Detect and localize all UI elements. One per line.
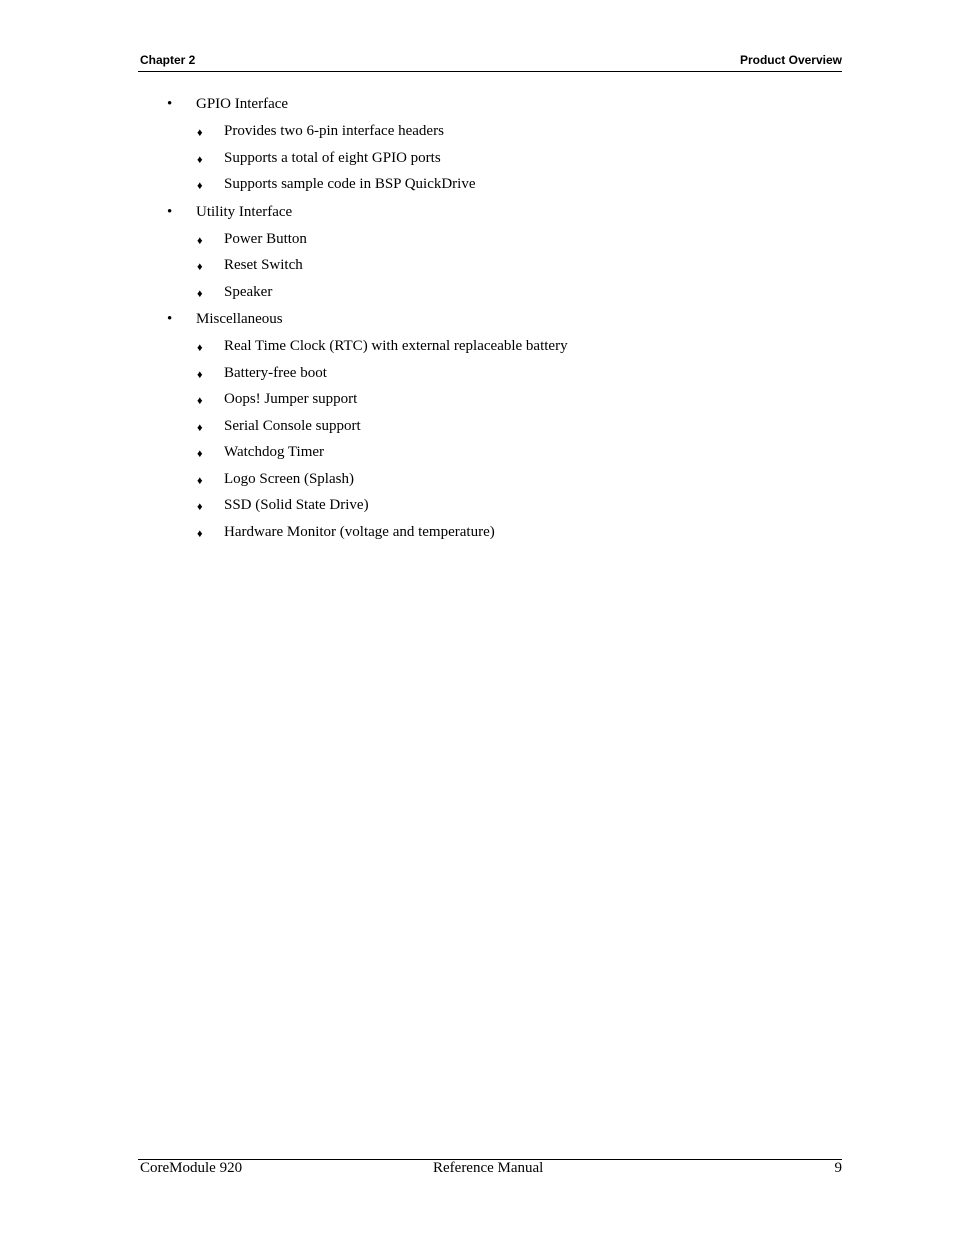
section-label: Product Overview	[739, 53, 842, 67]
diamond-bullet-icon: ♦	[197, 501, 203, 513]
diamond-bullet-icon: ♦	[197, 261, 203, 273]
list-item-label: Oops! Jumper support	[224, 391, 358, 407]
diamond-bullet-icon: ♦	[197, 475, 203, 487]
list-item-label: Real Time Clock (RTC) with external replaceable battery	[224, 338, 568, 354]
bullet-icon: •	[167, 311, 173, 327]
diamond-bullet-icon: ♦	[197, 288, 203, 300]
section-title: GPIO Interface	[196, 96, 289, 112]
chapter-label: Chapter 2	[140, 53, 196, 67]
section-title: Miscellaneous	[196, 311, 283, 327]
bullet-icon: •	[167, 96, 173, 112]
list-item-label: Logo Screen (Splash)	[224, 471, 354, 487]
list-item-label: Hardware Monitor (voltage and temperature)	[224, 524, 495, 540]
diamond-bullet-icon: ♦	[197, 395, 203, 407]
list-item-label: Watchdog Timer	[224, 444, 325, 460]
list-item-label: Serial Console support	[224, 418, 361, 434]
page-footer	[138, 1159, 842, 1180]
list-item-label: Supports a total of eight GPIO ports	[224, 150, 441, 166]
list-item-label: Supports sample code in BSP QuickDrive	[224, 176, 476, 192]
diamond-bullet-icon: ♦	[197, 369, 203, 381]
list-item-label: Speaker	[224, 284, 273, 300]
diamond-bullet-icon: ♦	[197, 342, 203, 354]
bullet-icon: •	[167, 204, 173, 220]
page-number: 9	[834, 1160, 842, 1176]
diamond-bullet-icon: ♦	[197, 422, 203, 434]
diamond-bullet-icon: ♦	[197, 448, 203, 460]
list-item-label: Power Button	[224, 231, 307, 247]
product-name: CoreModule 920	[140, 1160, 243, 1176]
list-item-label: Provides two 6-pin interface headers	[224, 123, 444, 139]
list-item-label: Battery-free boot	[224, 365, 327, 381]
diamond-bullet-icon: ♦	[197, 127, 203, 139]
diamond-bullet-icon: ♦	[197, 154, 203, 166]
diamond-bullet-icon: ♦	[197, 528, 203, 540]
document-type: Reference Manual	[433, 1160, 544, 1176]
list-item-label: Reset Switch	[224, 257, 303, 273]
diamond-bullet-icon: ♦	[197, 235, 203, 247]
list-item-label: SSD (Solid State Drive)	[224, 497, 369, 513]
section-title: Utility Interface	[196, 204, 293, 220]
page-header	[138, 52, 842, 72]
diamond-bullet-icon: ♦	[197, 180, 203, 192]
